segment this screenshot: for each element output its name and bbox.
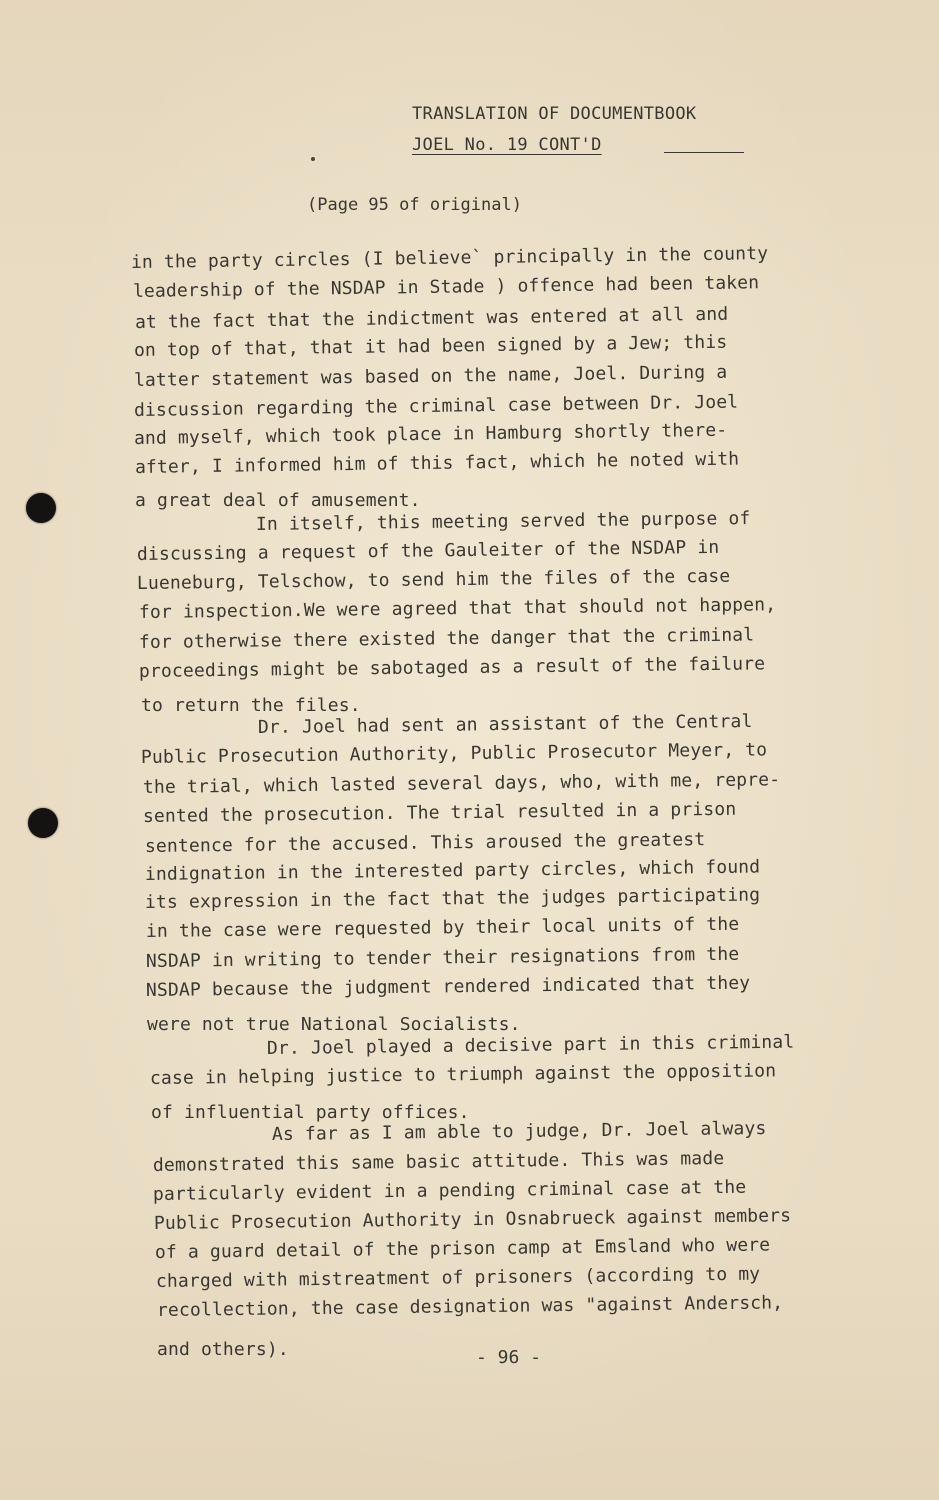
- body-line: sented the prosecution. The trial resulted in a prison: [142, 798, 737, 827]
- document-title: TRANSLATION OF DOCUMENTBOOK: [412, 104, 697, 124]
- body-line: at the fact that the indictment was entered at all and: [134, 303, 729, 333]
- document-subtitle: JOEL No. 19 CONT'D: [412, 135, 602, 155]
- body-line: particularly evident in a pending criminal case at the: [152, 1176, 747, 1205]
- body-line: Lueneburg, Telschow, to send him the files of the case: [136, 565, 731, 594]
- body-line: proceedings might be sabotaged as a result of the failure: [138, 653, 766, 682]
- body-line: its expression in the fact that the judges participating: [144, 884, 761, 913]
- body-line: charged with mistreatment of prisoners (according to my: [155, 1263, 761, 1292]
- original-page-reference: (Page 95 of original): [307, 195, 522, 215]
- body-line: a great deal of amusement.: [135, 490, 421, 511]
- body-line: after, I informed him of this fact, which he noted with: [134, 448, 740, 478]
- body-line: demonstrated this same basic attitude. This was made: [152, 1148, 725, 1176]
- body-line: recollection, the case designation was "against Andersch,: [156, 1292, 784, 1321]
- body-line: Dr. Joel played a decisive part in this criminal: [266, 1031, 795, 1059]
- body-line: Public Prosecution Authority, Public Prosecutor Meyer, to: [140, 739, 768, 768]
- body-line: As far as I am able to judge, Dr. Joel always: [271, 1117, 767, 1145]
- body-line: were not true National Socialists.: [147, 1014, 521, 1035]
- ink-speck: [311, 157, 315, 161]
- page-number: - 96 -: [476, 1347, 542, 1368]
- body-line: latter statement was based on the name, Joel. During a: [133, 361, 728, 391]
- body-line: Public Prosecution Authority in Osnabrueck against members: [153, 1205, 792, 1234]
- body-line: in the party circles (I believe` principally in the county: [130, 243, 769, 273]
- body-line: case in helping justice to triumph against the opposition: [149, 1060, 777, 1089]
- body-line: indignation in the interested party circles, which found: [144, 856, 761, 885]
- punch-hole: [26, 493, 56, 523]
- body-line: sentence for the accused. This aroused the greatest: [144, 829, 706, 857]
- body-line: and myself, which took place in Hamburg shortly there-: [133, 419, 728, 449]
- body-line: for otherwise there existed the danger that the criminal: [138, 624, 755, 653]
- body-line: leadership of the NSDAP in Stade ) offence had been taken: [132, 272, 760, 302]
- punch-hole: [28, 808, 58, 838]
- body-line: discussion regarding the criminal case between Dr. Joel: [133, 391, 739, 421]
- body-line: in the case were requested by their local units of the: [145, 913, 740, 942]
- body-line: for inspection.We were agreed that that should not happen,: [138, 594, 777, 623]
- body-line: the trial, which lasted several days, who, with me, repre-: [142, 769, 781, 798]
- body-line: NSDAP in writing to tender their resignations from the: [145, 943, 740, 972]
- body-line: to return the files.: [141, 695, 361, 716]
- body-line: discussing a request of the Gauleiter of the NSDAP in: [136, 536, 720, 565]
- body-line: on top of that, that it had been signed by a Jew; this: [133, 331, 728, 361]
- body-line: of a guard detail of the prison camp at Emsland who were: [154, 1234, 771, 1263]
- body-line: NSDAP because the judgment rendered indicated that they: [145, 972, 751, 1001]
- body-line: of influential party offices.: [151, 1102, 470, 1123]
- body-line: Dr. Joel had sent an assistant of the Central: [257, 710, 753, 738]
- body-line: and others).: [157, 1339, 289, 1360]
- body-line: In itself, this meeting served the purpose of: [255, 507, 751, 535]
- subtitle-underline: [664, 152, 744, 153]
